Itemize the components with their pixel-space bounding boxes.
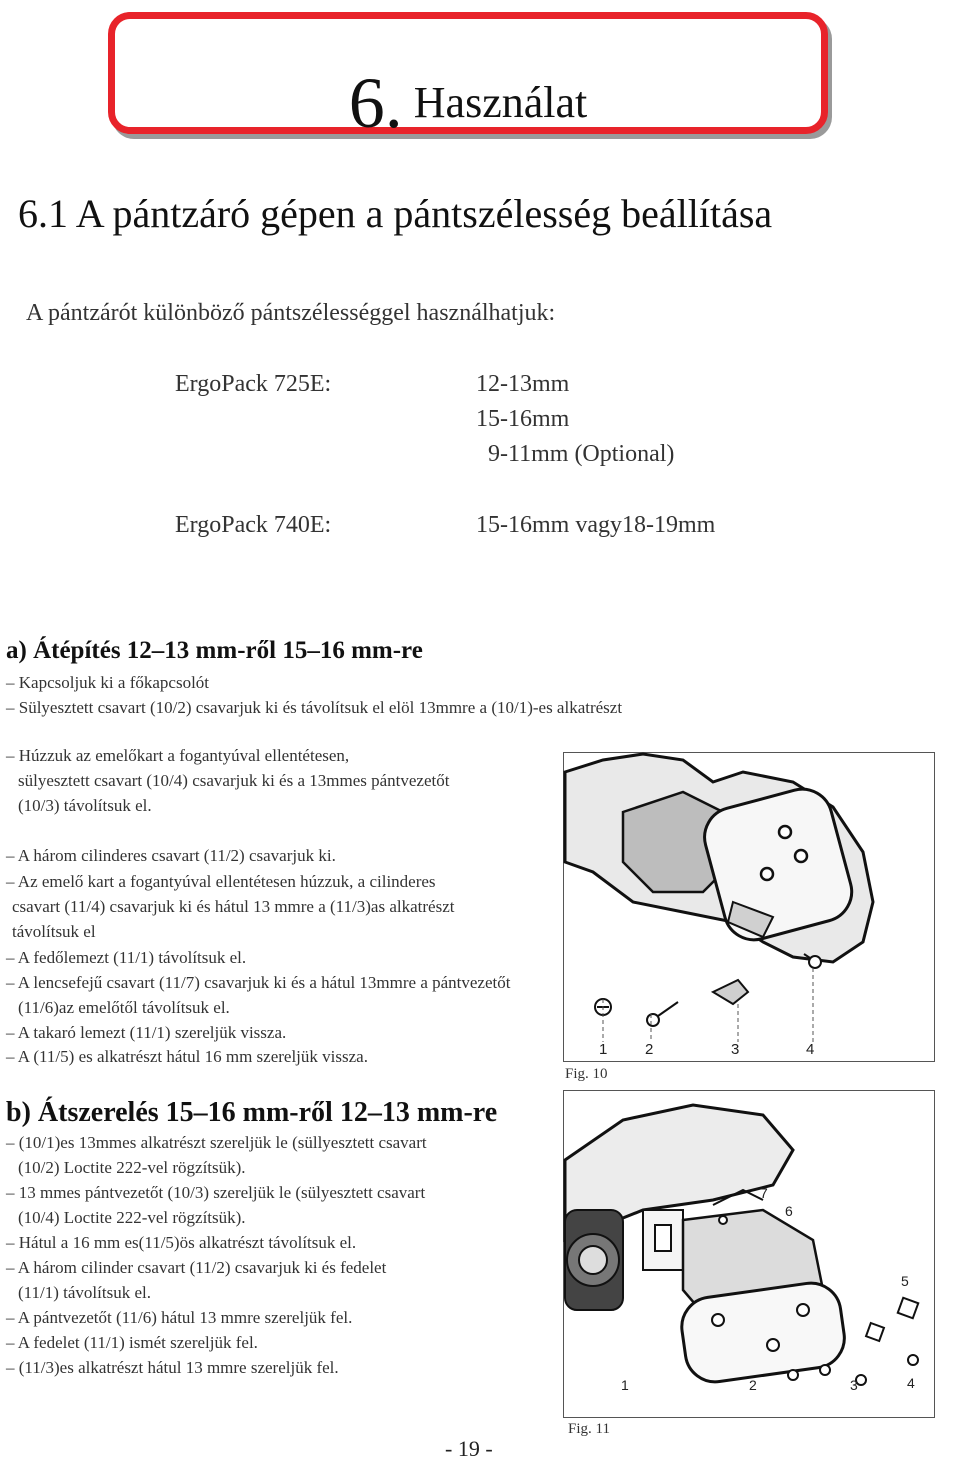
model-725e-width-1: 12-13mm <box>476 371 570 397</box>
page-number: - 19 - <box>445 1436 493 1461</box>
chapter-title-text: Használat <box>413 78 588 127</box>
part-a-step: – Az emelő kart a fogantyúval ellentétesen húzzuk, a cilinderes <box>6 872 436 891</box>
fig11-label: 2 <box>749 1377 757 1393</box>
figure-11 <box>563 1090 935 1418</box>
part-a-step: (10/3) távolítsuk el. <box>18 796 152 815</box>
part-b-step: – A fedelet (11/1) ismét szereljük fel. <box>6 1333 258 1352</box>
part-a-step: – A fedőlemezt (11/1) távolítsuk el. <box>6 948 247 967</box>
model-name-740e: ErgoPack 740E: <box>175 512 332 538</box>
part-a-step: sülyesztett csavart (10/4) csavarjuk ki és a 13mmes pántvezetőt <box>18 771 450 790</box>
figure-10 <box>563 752 935 1062</box>
part-b-step: – (11/3)es alkatrészt hátul 13 mmre szereljük fel. <box>6 1358 339 1377</box>
part-a-step: távolítsuk el <box>12 922 96 941</box>
model-name-725e: ErgoPack 725E: <box>175 371 332 397</box>
part-a-step: – A három cilinderes csavart (11/2) csavarjuk ki. <box>6 846 336 865</box>
part-b-step: – (10/1)es 13mmes alkatrészt szereljük le (süllyesztett csavart <box>6 1133 427 1152</box>
fig11-label: 5 <box>901 1273 909 1289</box>
part-a-heading: a) Átépítés 12–13 mm-ről 15–16 mm-re <box>6 637 423 664</box>
chapter-header-box <box>108 12 828 143</box>
model-740e-width-1: 15-16mm vagy18-19mm <box>476 512 716 538</box>
part-b-step: – A pántvezetőt (11/6) hátul 13 mmre szereljük fel. <box>6 1308 353 1327</box>
model-725e-width-2: 15-16mm <box>476 406 570 432</box>
section-title: 6.1 A pántzáró gépen a pántszélesség beállítása <box>18 191 773 236</box>
figure-11-drawing <box>563 1090 935 1418</box>
fig11-label: 7 <box>760 1185 768 1201</box>
figure-10-caption: Fig. 10 <box>565 1066 608 1082</box>
part-a-step: – A takaró lemezt (11/1) szereljük vissza. <box>6 1023 287 1042</box>
fig10-label: 3 <box>731 1041 740 1058</box>
fig11-label: 1 <box>621 1377 629 1393</box>
part-a-step: – Sülyesztett csavart (10/2) csavarjuk ki és távolítsuk el elöl 13mmre a (10/1)-es alkatrészt <box>6 698 623 717</box>
model-725e-width-3: 9-11mm (Optional) <box>488 441 675 467</box>
chapter-number: 6. <box>348 63 403 143</box>
part-a-step: – Húzzuk az emelőkart a fogantyúval ellentétesen, <box>6 746 350 765</box>
fig10-label: 2 <box>645 1041 654 1058</box>
part-b-step: – 13 mmes pántvezetőt (10/3) szereljük le (sülyesztett csavart <box>6 1183 426 1202</box>
part-b-step: – A három cilinder csavart (11/2) csavarjuk ki és fedelet <box>6 1258 387 1277</box>
part-b-step: (10/4) Loctite 222-vel rögzítsük). <box>18 1208 246 1227</box>
part-b-step: (11/1) távolítsuk el. <box>18 1283 151 1302</box>
chapter-title <box>115 52 821 143</box>
part-b-heading: b) Átszerelés 15–16 mm-ről 12–13 mm-re <box>6 1097 498 1128</box>
part-a-step: (11/6)az emelőtől távolítsuk el. <box>18 998 230 1017</box>
figure-10-drawing <box>563 752 935 1062</box>
fig11-label: 3 <box>850 1377 858 1393</box>
fig11-label: 4 <box>907 1375 915 1391</box>
intro-text: A pántzárót különböző pántszélességgel használhatjuk: <box>26 300 556 326</box>
part-b-step: (10/2) Loctite 222-vel rögzítsük). <box>18 1158 246 1177</box>
part-a-step: – A (11/5) es alkatrészt hátul 16 mm szereljük vissza. <box>6 1047 368 1066</box>
fig10-label: 4 <box>806 1041 815 1058</box>
figure-11-caption: Fig. 11 <box>568 1421 610 1437</box>
part-b-step: – Hátul a 16 mm es(11/5)ös alkatrészt távolítsuk el. <box>6 1233 357 1252</box>
fig11-label: 6 <box>785 1203 793 1219</box>
fig10-label: 1 <box>599 1041 608 1058</box>
part-a-step: – Kapcsoljuk ki a főkapcsolót <box>6 673 210 692</box>
part-a-step: csavart (11/4) csavarjuk ki és hátul 13 mmre a (11/3)as alkatrészt <box>12 897 455 916</box>
part-a-step: – A lencsefejű csavart (11/7) csavarjuk ki és a hátul 13mmre a pántvezetőt <box>6 973 511 992</box>
